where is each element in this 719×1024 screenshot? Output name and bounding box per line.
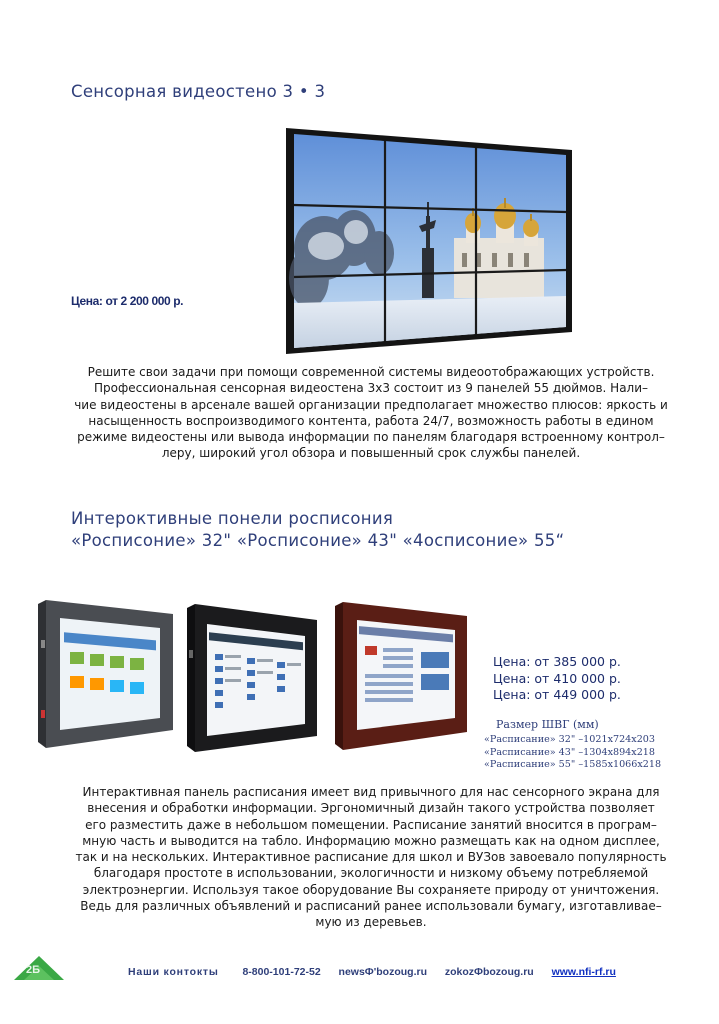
logo-text: 2Б bbox=[26, 964, 41, 976]
size-43: «Расписание» 43" –1304x894x218 bbox=[484, 746, 656, 758]
contacts-label: Наши контокты bbox=[128, 966, 219, 978]
text-line: внесения и обработки информации. Эргономичный дизайн такого устройства позволяет bbox=[87, 801, 655, 816]
price-55: Цена: от 449 000 р. bbox=[493, 687, 621, 702]
panels-prices bbox=[493, 654, 621, 704]
text-line: леру, широкий угол обзора и повышенный срок службы панелей. bbox=[161, 446, 581, 461]
videowall-title: Сенсорная видеостено 3 • 3 bbox=[71, 82, 326, 101]
panel-43-image bbox=[187, 604, 317, 752]
text-line: Ведь для различных объявлений и расписаний ранее использовали бумагу, изготавливае– bbox=[80, 899, 662, 914]
website-link[interactable]: www.nfi-rf.ru bbox=[551, 966, 616, 978]
text-line: мую из деревьев. bbox=[315, 915, 427, 930]
text-line: чие видеостены в арсенале вашей организации предполагает множество плюсов: яркость и bbox=[74, 397, 668, 412]
panels-description bbox=[62, 784, 680, 931]
price-43: Цена: от 410 000 р. bbox=[493, 670, 621, 686]
videowall-price: Цена: от 2 200 000 р. bbox=[71, 294, 184, 308]
text-line: Решите свои задачи при помощи современной системы видеоотображающих устройств. bbox=[87, 365, 655, 379]
sizes-list bbox=[484, 734, 661, 772]
size-32: «Расписание» 32" –1021x724x203 bbox=[484, 734, 656, 745]
videowall-image bbox=[284, 128, 572, 354]
videowall-description bbox=[64, 364, 678, 462]
panels-title-line2: «Росписоние» 32" «Росписоние» 43" «4осписоние» 55“ bbox=[71, 531, 565, 550]
panel-55-image bbox=[335, 602, 467, 750]
size-55: «Расписание» 55" –1585x1066x218 bbox=[484, 759, 662, 771]
text-line: его разместить даже в небольшом помещении. Расписание занятий вносится в програм– bbox=[85, 817, 657, 832]
text-line: благодаря простоте в использовании, экологичности и низкому объему потребляемой bbox=[93, 866, 649, 881]
text-line: Интерактивная панель расписания имеет вид привычного для нас сенсорного экрана для bbox=[82, 785, 660, 799]
panels-title-line1: Интероктивные понели росписония bbox=[71, 509, 394, 528]
sizes-title: Размер ШВГ (мм) bbox=[496, 718, 599, 731]
text-line: Профессиональная сенсорная видеостена 3x3 состоит из 9 панелей 55 дюймов. Нали– bbox=[93, 381, 649, 396]
panel-32-image bbox=[38, 600, 173, 748]
text-line: так и на нескольких. Интерактивное расписание для школ и ВУЗов завоевало популярность bbox=[75, 850, 667, 865]
text-line: мную часть и выводится на табло. Информацию можно размещать как на одном дисплее, bbox=[82, 833, 660, 848]
phone-number[interactable]: 8-800-101-72-52 bbox=[242, 966, 321, 978]
email-zakaz[interactable]: zokozФbozoug.ru bbox=[444, 966, 534, 978]
text-line: режиме видеостены или вывода информации по панелям благодаря встроенному контрол– bbox=[77, 430, 665, 445]
price-32: Цена: от 385 000 р. bbox=[493, 654, 621, 669]
footer-contacts bbox=[128, 966, 616, 978]
email-news[interactable]: newsФ'bozoug.ru bbox=[338, 966, 427, 978]
text-line: насыщенность воспроизводимого контента, работа 24/7, возможность работы в едином bbox=[88, 413, 654, 428]
text-line: электроэнергии. Используя такое оборудование Вы сохраняете природу от уничтожения. bbox=[82, 882, 660, 897]
